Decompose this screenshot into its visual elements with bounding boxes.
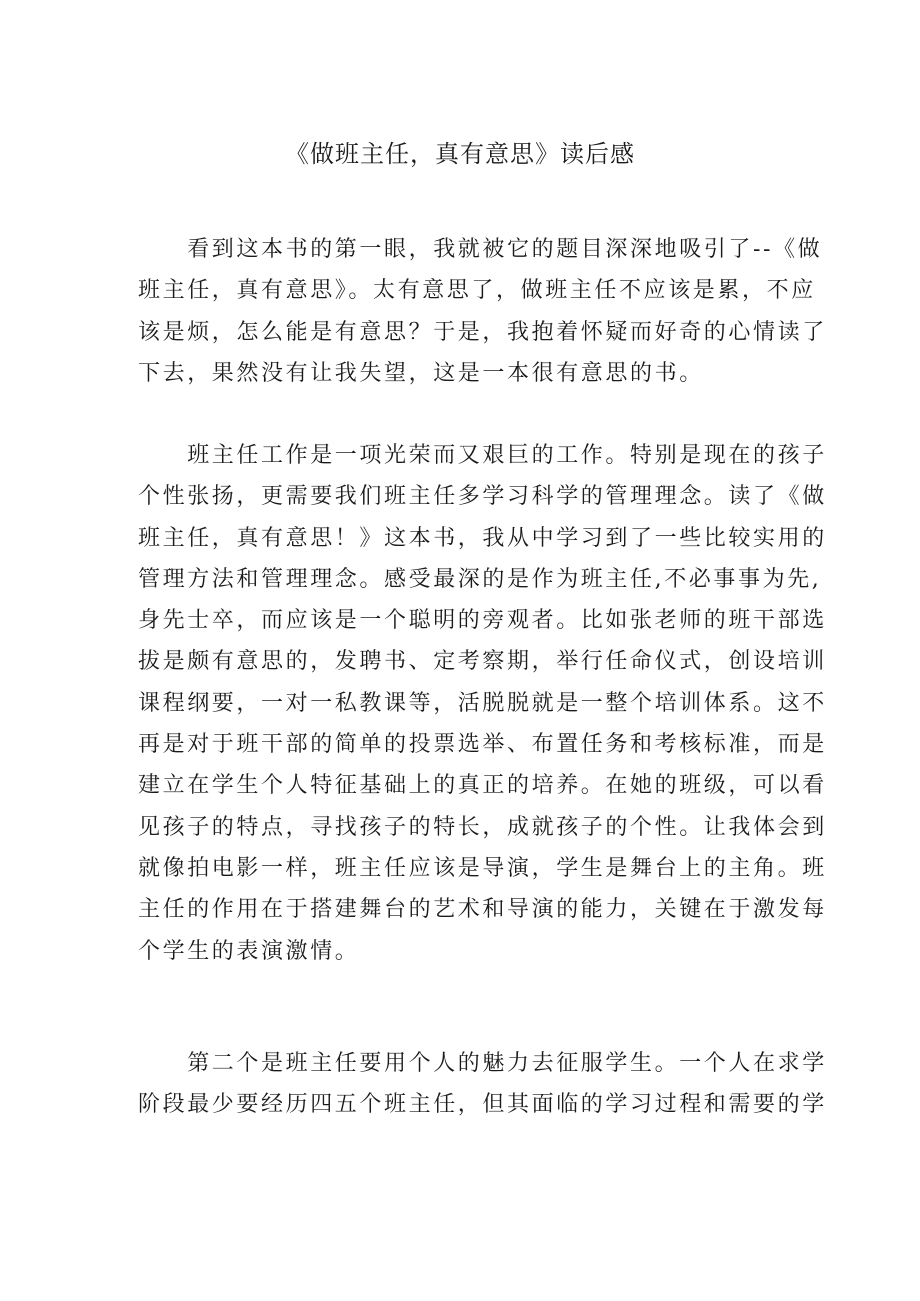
paragraph-line: 班主任，真有意思》。太有意思了，做班主任不应该是累，不应: [138, 278, 816, 304]
paragraph-line: 管理方法和管理理念。感受最深的是作为班主任,不必事事为先,: [138, 566, 822, 592]
paragraph-line: 个性张扬，更需要我们班主任多学习科学的管理理念。读了《做: [138, 484, 827, 510]
paragraph-line: 班主任，真有意思！》这本书，我从中学习到了一些比较实用的: [138, 525, 827, 551]
paragraph-line: 该是烦，怎么能是有意思？于是，我抱着怀疑而好奇的心情读了: [138, 319, 827, 345]
paragraph-line: 建立在学生个人特征基础上的真正的培养。在她的班级，可以看: [138, 773, 827, 799]
paragraph-line: 班主任工作是一项光荣而又艰巨的工作。特别是现在的孩子: [138, 443, 827, 468]
paragraph-line: 看到这本书的第一眼，我就被它的题目深深地吸引了--《做: [138, 237, 823, 262]
paragraph-3: [138, 1043, 827, 1126]
paragraph-line: 就像拍电影一样，班主任应该是导演，学生是舞台上的主角。班: [138, 855, 827, 881]
paragraph-line: 个学生的表演激情。: [138, 938, 360, 964]
paragraph-line: 下去，果然没有让我失望，这是一本很有意思的书。: [138, 360, 704, 386]
paragraph-line: 拔是颇有意思的，发聘书、定考察期，举行任命仪式，创设培训: [138, 649, 827, 675]
paragraph-line: 阶段最少要经历四五个班主任，但其面临的学习过程和需要的学: [138, 1092, 827, 1118]
paragraph-line: 第二个是班主任要用个人的魅力去征服学生。一个人在求学: [138, 1051, 827, 1076]
document-title: 《做班主任，真有意思》读后感: [285, 140, 635, 168]
paragraph-line: 课程纲要，一对一私教课等，活脱脱就是一整个培训体系。这不: [138, 690, 827, 716]
paragraph-line: 主任的作用在于搭建舞台的艺术和导演的能力，关键在于激发每: [138, 897, 827, 923]
paragraph-line: 再是对于班干部的简单的投票选举、布置任务和考核标准，而是: [138, 732, 827, 758]
paragraph-line: 见孩子的特点，寻找孩子的特长，成就孩子的个性。让我体会到: [138, 814, 827, 840]
paragraph-2: [138, 435, 827, 972]
paragraph-line: 身先士卒，而应该是一个聪明的旁观者。比如张老师的班干部选: [138, 608, 827, 634]
paragraph-1: [138, 229, 827, 394]
